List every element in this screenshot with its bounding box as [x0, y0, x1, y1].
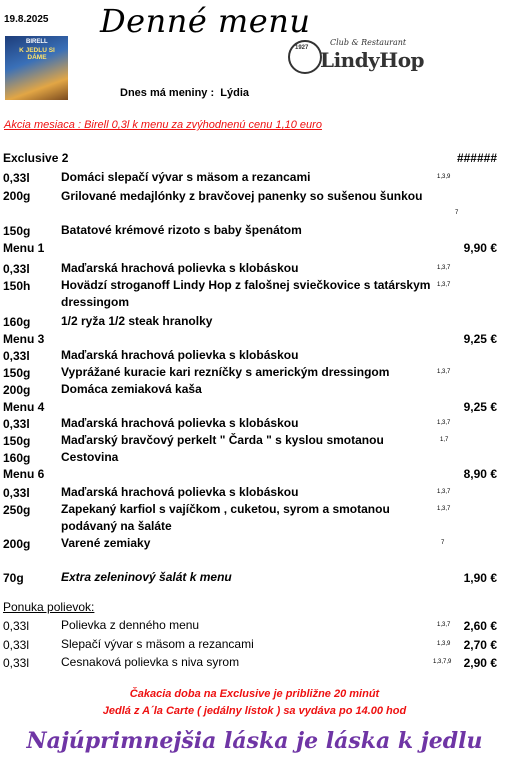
nameday-name: Lýdia	[220, 87, 249, 99]
section-title: Menu 1	[3, 241, 45, 255]
item-allergens: 7	[441, 540, 445, 546]
item-allergens: 1,3,7	[437, 489, 451, 495]
item-qty: 200g	[3, 383, 31, 397]
logo-year: 1927	[295, 45, 309, 51]
item-qty: 160g	[3, 315, 31, 329]
item-qty: 150g	[3, 224, 31, 238]
item-desc: 1/2 ryža 1/2 steak hranolky	[61, 314, 213, 328]
item-desc: Domáca zemiaková kaša	[61, 382, 202, 396]
section-price: 9,25 €	[463, 400, 497, 414]
extra-qty: 70g	[3, 571, 24, 585]
section-title: Menu 4	[3, 400, 45, 414]
logo-name: LindyHop	[320, 48, 425, 72]
item-allergens: 1,3,7	[437, 265, 451, 271]
soup-qty: 0,33l	[3, 656, 30, 670]
item-desc: Vyprážané kuracie kari rezníčky s americkým dressingom	[61, 365, 390, 379]
item-allergens: 7	[455, 210, 459, 216]
item-qty: 0,33l	[3, 171, 30, 185]
item-allergens: 1,3,9	[437, 174, 451, 180]
birell-ad-image	[5, 36, 68, 100]
section-price: ######	[456, 151, 497, 165]
soup-price: 2,70 €	[463, 638, 497, 652]
item-desc: Grilované medajlónky z bravčovej panenky so sušenou šunkou	[61, 189, 423, 203]
item-qty: 200g	[3, 189, 31, 203]
item-qty: 0,33l	[3, 349, 30, 363]
logo-club-text: Club & Restaurant	[330, 38, 407, 47]
item-desc: Varené zemiaky	[61, 536, 151, 550]
item-qty: 0,33l	[3, 486, 30, 500]
item-desc: Zapekaný karfiol s vajíčkom , cuketou, syrom a smotanou podávaný na šaláte	[61, 502, 390, 533]
item-qty: 0,33l	[3, 262, 30, 276]
soup-price: 2,60 €	[463, 619, 497, 633]
item-desc: Batatové krémové rizoto s baby špenátom	[61, 223, 302, 237]
item-desc: Maďarská hrachová polievka s klobáskou	[61, 416, 299, 430]
page-title: Denné menu	[100, 2, 311, 40]
item-qty: 150g	[3, 434, 31, 448]
soup-allergens: 1,3,7	[437, 622, 451, 628]
beer-brand: BIRELL	[26, 39, 48, 45]
item-desc: Maďarská hrachová polievka s klobáskou	[61, 485, 299, 499]
item-desc: Maďarská hrachová polievka s klobáskou	[61, 261, 299, 275]
soup-allergens: 1,3,7,9	[433, 659, 452, 665]
extra-price: 1,90 €	[463, 571, 497, 585]
soup-desc: Cesnaková polievka s niva syrom	[61, 655, 240, 669]
restaurant-logo	[286, 38, 425, 74]
item-desc: Hovädzí stroganoff Lindy Hop z falošnej sviečkovice s tatárskym dressingom	[61, 278, 431, 309]
section-title: Menu 6	[3, 467, 45, 481]
soup-desc: Slepačí vývar s mäsom a rezancami	[61, 637, 254, 651]
menu-date: 19.8.2025	[4, 14, 49, 25]
item-desc: Maďarský bravčový perkelt " Čarda " s kyslou smotanou	[61, 433, 384, 447]
motto: Najúprimnejšia láska je láska k jedlu	[26, 728, 483, 754]
section-title: Menu 3	[3, 332, 45, 346]
nameday-line	[120, 87, 249, 99]
soups-title: Ponuka polievok:	[3, 600, 95, 614]
promo-text: Akcia mesiaca : Birell 0,3l k menu za zvýhodnenú cenu 1,10 euro	[4, 119, 322, 131]
item-qty: 160g	[3, 451, 31, 465]
section-price: 9,90 €	[463, 241, 497, 255]
item-qty: 150h	[3, 279, 31, 293]
section-price: 8,90 €	[463, 467, 497, 481]
alacarte-note: Jedlá z A´la Carte ( jedálny lístok ) sa vydáva po 14.00 hod	[102, 705, 407, 717]
item-qty: 0,33l	[3, 417, 30, 431]
item-allergens: 1,7	[440, 437, 449, 443]
beer-slogan: K JEDLU SI DÁME	[19, 47, 55, 61]
item-allergens: 1,3,7	[437, 282, 451, 288]
waiting-note: Čakacia doba na Exclusive je približne 20 minút	[129, 688, 380, 700]
item-desc: Domáci slepačí vývar s mäsom a rezancami	[61, 170, 311, 184]
section-price: 9,25 €	[463, 332, 497, 346]
item-allergens: 1,3,7	[437, 506, 451, 512]
item-desc: Maďarská hrachová polievka s klobáskou	[61, 348, 299, 362]
soup-price: 2,90 €	[463, 656, 497, 670]
extra-desc: Extra zeleninový šalát k menu	[61, 570, 232, 584]
item-allergens: 1,3,7	[437, 369, 451, 375]
soup-desc: Polievka z denného menu	[61, 618, 200, 632]
item-allergens: 1,3,7	[437, 420, 451, 426]
section-title: Exclusive 2	[3, 151, 69, 165]
item-desc: Cestovina	[61, 450, 119, 464]
item-qty: 250g	[3, 503, 31, 517]
soup-allergens: 1,3,9	[437, 641, 451, 647]
item-qty: 200g	[3, 537, 31, 551]
soup-qty: 0,33l	[3, 619, 30, 633]
soup-qty: 0,33l	[3, 638, 30, 652]
item-qty: 150g	[3, 366, 31, 380]
nameday-label: Dnes má meniny :	[120, 87, 215, 99]
